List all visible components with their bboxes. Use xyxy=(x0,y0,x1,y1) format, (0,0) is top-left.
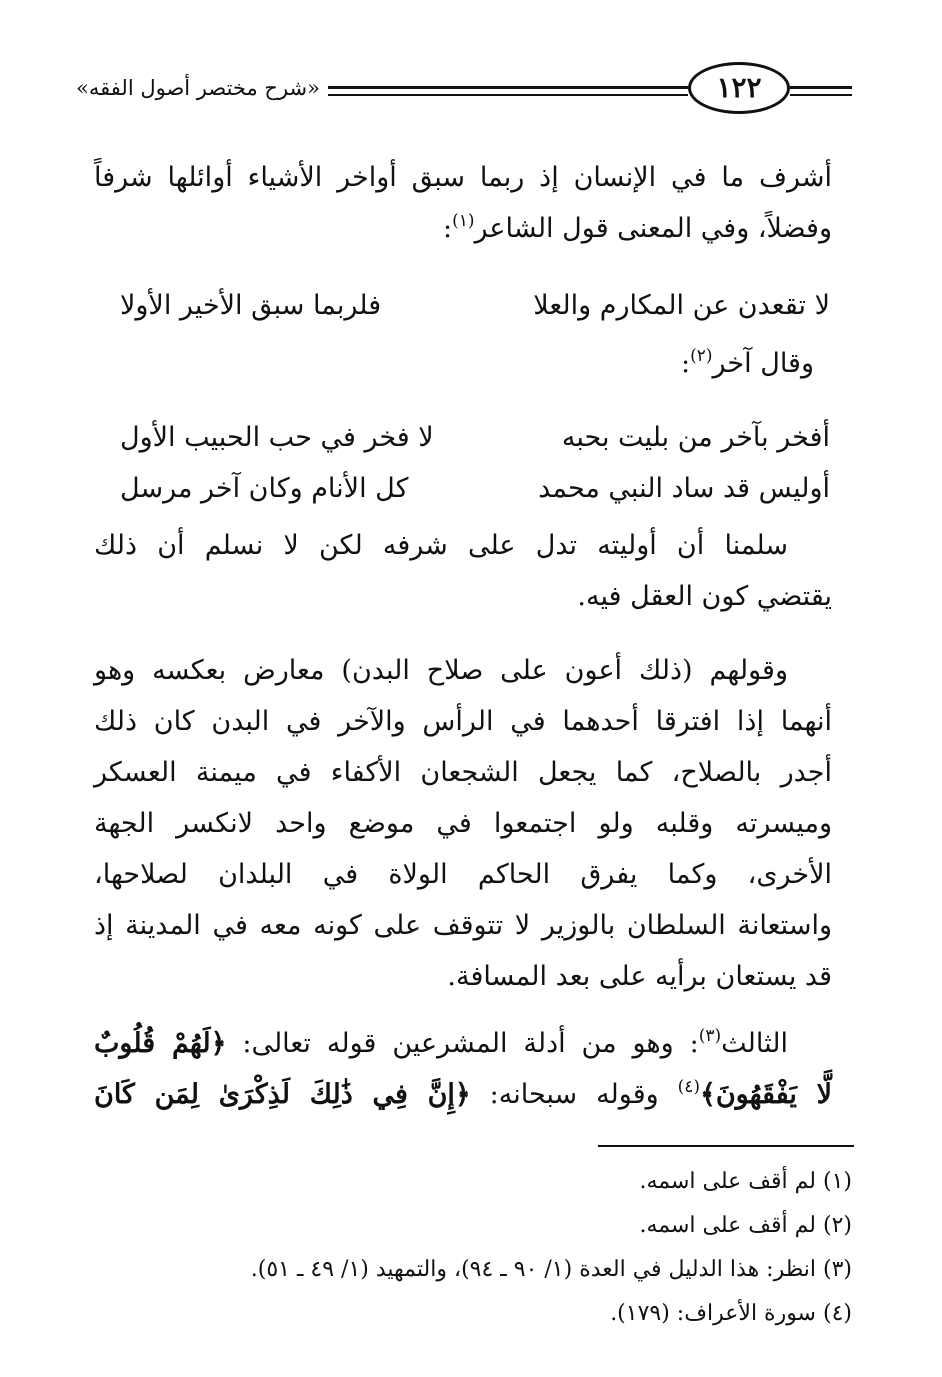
page-header xyxy=(76,62,852,122)
paragraph-1-line-1: أشرف ما في الإنسان إذ ربما سبق أواخر الأشياء أوائلها شرفاً xyxy=(94,162,832,193)
paragraph-1-line-2 xyxy=(94,203,832,254)
paragraph-5 xyxy=(94,1018,832,1120)
footnote-ref-1[interactable]: (١) xyxy=(452,211,475,231)
footnote-ref-2[interactable]: (٢) xyxy=(690,346,713,366)
footnote-4: (٤) سورة الأعراف: (١٧٩). xyxy=(610,1301,852,1326)
footnote-1: (١) لم أقف على اسمه. xyxy=(639,1169,852,1194)
poem-2-intro-text: وقال آخر xyxy=(712,348,814,379)
paragraph-5-line-1 xyxy=(94,1018,832,1069)
quran-verse: ﴿إِنَّ فِي ذَٰلِكَ لَذِكْرَىٰ لِمَن كَانَ xyxy=(94,1079,471,1110)
header-rule-right xyxy=(790,86,852,96)
quran-verse: ﴿لَهُمْ قُلُوبٌ xyxy=(94,1028,227,1059)
verse-left-hemistich: كل الأنام وكان آخر مرسل xyxy=(120,473,409,504)
poem-2-intro-colon: : xyxy=(681,348,691,379)
poem-1-verse xyxy=(120,280,830,331)
footnote-separator xyxy=(598,1145,854,1147)
paragraph-1 xyxy=(94,152,832,254)
paragraph-4-line: واستعانة السلطان بالوزير لا تتوقف على كونه معه في المدينة إذ xyxy=(94,910,832,941)
paragraph-4-line: الأخرى، وكما يفرق الحاكم الولاة في البلدان لصلاحها، xyxy=(94,859,832,890)
verse-right-hemistich: أفخر بآخر من بليت بحبه xyxy=(561,422,830,453)
poem-2 xyxy=(120,412,830,514)
verse-left-hemistich: فلربما سبق الأخير الأولا xyxy=(120,290,382,321)
paragraph-3-line-2: يقتضي كون العقل فيه. xyxy=(577,581,832,612)
paragraph-3-line-1: سلمنا أن أوليته تدل على شرفه لكن لا نسلم أن ذلك xyxy=(94,530,788,561)
verse-left-hemistich: لا فخر في حب الحبيب الأول xyxy=(120,422,434,453)
paragraph-3 xyxy=(94,520,832,622)
quran-verse: لَّا يَفْقَهُونَ﴾ xyxy=(700,1079,833,1110)
footnote-3: (٣) انظر: هذا الدليل في العدة (١/ ٩٠ ـ ٩٤)، والتمهيد (١/ ٤٩ ـ ٥١). xyxy=(250,1257,852,1282)
footnote-2: (٢) لم أقف على اسمه. xyxy=(639,1213,852,1238)
verse-right-hemistich: لا تقعدن عن المكارم والعلا xyxy=(533,290,830,321)
page-number: ١٢٢ xyxy=(688,62,790,114)
paragraph-4 xyxy=(94,645,832,1002)
footnote-ref-3[interactable]: (٣) xyxy=(698,1026,722,1046)
paragraph-4-line: أجدر بالصلاح، كما يجعل الشجعان الأكفاء في ميمنة العسكر xyxy=(94,757,832,788)
paragraph-1-line-2-colon: : xyxy=(442,213,453,244)
paragraph-5-line-2 xyxy=(94,1069,832,1120)
poem-2-intro xyxy=(681,338,814,389)
poem-1 xyxy=(120,280,830,331)
paragraph-5-text: : وهو من أدلة المشرعين قوله تعالى: xyxy=(226,1028,699,1059)
paragraph-5-heading: الثالث xyxy=(721,1028,788,1059)
paragraph-5-text: وقوله سبحانه: xyxy=(470,1079,678,1110)
paragraph-1-line-2-text: وفضلاً، وفي المعنى قول الشاعر xyxy=(474,213,832,244)
header-rule-left xyxy=(328,86,688,96)
paragraph-4-line: وميسرته وقلبه ولو اجتمعوا في موضع واحد لانكسر الجهة xyxy=(94,808,832,839)
verse-right-hemistich: أوليس قد ساد النبي محمد xyxy=(538,473,830,504)
paragraph-4-line: قد يستعان برأيه على بعد المسافة. xyxy=(447,961,832,992)
poem-2-verse-2 xyxy=(120,463,830,514)
paragraph-4-line: أنهما إذا افترقا أحدهما في الرأس والآخر في البدن كان ذلك xyxy=(94,706,832,737)
poem-2-verse-1 xyxy=(120,412,830,463)
footnote-ref-4[interactable]: (٤) xyxy=(677,1077,701,1097)
running-title: «شرح مختصر أصول الفقه» xyxy=(76,76,320,100)
footnotes xyxy=(251,1160,852,1336)
paragraph-4-line: وقولهم (ذلك أعون على صلاح البدن) معارض بعكسه وهو xyxy=(94,655,788,686)
